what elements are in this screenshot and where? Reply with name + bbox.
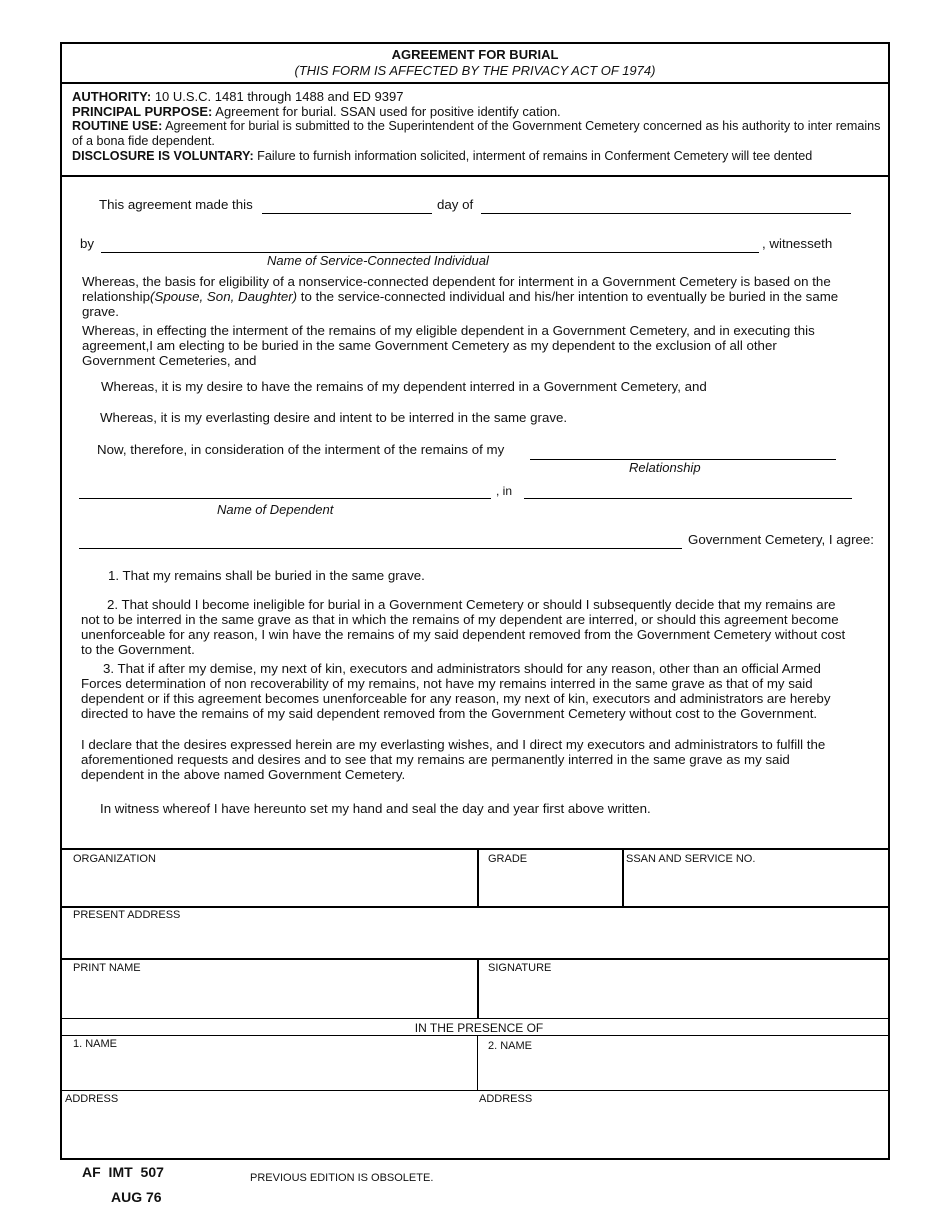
witness-1-name-label: 1. NAME [73, 1038, 118, 1050]
org-grade-divider [477, 848, 479, 907]
made-this-label: This agreement made this [99, 197, 253, 212]
whereas-desire: Whereas, it is my desire to have the remains of my dependent interred in a Government Cemetery, and [101, 379, 707, 394]
whereas-eligibility [82, 274, 852, 319]
organization-label: ORGANIZATION [73, 853, 156, 865]
ssan-label: SSAN AND SERVICE NO. [626, 853, 756, 865]
grade-label: GRADE [488, 853, 528, 865]
witness-2-address-label: ADDRESS [479, 1093, 533, 1105]
witness-names-top-rule [60, 1035, 890, 1036]
witness-names-divider [477, 1035, 478, 1090]
cemetery-name-field[interactable] [79, 548, 682, 549]
in-presence-of-label: IN THE PRESENCE OF [414, 1021, 544, 1035]
authority-text: 10 U.S.C. 1481 through 1488 and ED 9397 [151, 89, 404, 104]
privacy-statement [72, 89, 882, 164]
name-dependent-caption: Name of Dependent [217, 502, 334, 517]
disclosure-label: DISCLOSURE IS VOLUNTARY: [72, 149, 254, 163]
form-title: AGREEMENT FOR BURIAL [391, 47, 559, 62]
print-name-label: PRINT NAME [73, 962, 141, 974]
by-label: by [80, 236, 95, 251]
item-2: 2. That should I become ineligible for burial in a Government Cemetery or should I subsequently decide that my remains are not to be interred in the same grave as that in which the remains of my dependent are interred, or should this agreement become unenforceable for any reason, I win have the remains of my said dependent removed from the Government Cemetery without cost to the Government. [81, 597, 846, 657]
address-top-rule [60, 906, 890, 908]
form-number: AF IMT 507 [82, 1164, 164, 1180]
whereas1-text-a: Whereas, the basis for eligibility of a nonservice-connected dependent for interment in a Government Cemetery is based on the relationship [82, 274, 831, 304]
gov-cemetery-agree-label: Government Cemetery, I agree: [688, 532, 874, 547]
obsolete-notice: PREVIOUS EDITION IS OBSOLETE. [250, 1172, 434, 1184]
now-therefore-text: Now, therefore, in consideration of the interment of the remains of my [97, 442, 505, 457]
name-top-rule [60, 958, 890, 960]
table-top-rule [60, 848, 890, 850]
witness-statement: In witness whereof I have hereunto set my hand and seal the day and year first above written. [100, 801, 651, 816]
item-1: 1. That my remains shall be buried in the same grave. [108, 568, 425, 583]
cemetery-location-field[interactable] [524, 498, 852, 499]
witness-1-address-label: ADDRESS [65, 1093, 119, 1105]
dependent-name-field[interactable] [79, 498, 491, 499]
name-signature-divider [477, 958, 479, 1018]
whereas-intent: Whereas, it is my everlasting desire and intent to be interred in the same grave. [100, 410, 568, 425]
signature-label: SIGNATURE [488, 962, 552, 974]
whereas1-text-b: to the service-connected individual and his/her intention to eventually be buried in the same grave. [82, 289, 839, 319]
form-date: AUG 76 [111, 1189, 162, 1205]
presence-top-rule [60, 1018, 890, 1019]
day-of-label: day of [437, 197, 474, 212]
authority-label: AUTHORITY: [72, 89, 152, 104]
declaration: I declare that the desires expressed herein are my everlasting wishes, and I direct my executors and administrators to fulfill the aforementioned requests and desires and to see that my remains are permanently interred in the same grave as my said dependent in the above named Government Cemetery. [81, 737, 826, 782]
purpose-text: Agreement for burial. SSAN used for positive identify cation. [212, 104, 561, 119]
witness-address-top-rule [60, 1090, 890, 1091]
grade-ssan-divider [622, 848, 624, 907]
whereas-election: Whereas, in effecting the interment of the remains of my eligible dependent in a Government Cemetery, and in executing this agreement,I am electing to be buried in the same Government Cemetery as my dependent to the exclusion of all other Government Cemeteries, and [82, 323, 815, 368]
in-label: , in [496, 484, 513, 498]
witness-2-name-label: 2. NAME [488, 1040, 533, 1052]
header-divider [60, 82, 890, 84]
form-subtitle: (THIS FORM IS AFFECTED BY THE PRIVACY ACT OF 1974) [294, 63, 656, 78]
item-3: 3. That if after my demise, my next of kin, executors and administrators should for any reason, other than an official Armed Forces determination of non recoverability of my remains, not have my remains interred in the same grave as that of my said dependent or if this agreement becomes unenforceable for any reason, my next of kin, executors and administrators are hereby directed to have the remains of my said dependent removed from the Government Cemetery without cost to the Government. [81, 661, 831, 721]
purpose-label: PRINCIPAL PURPOSE: [72, 104, 213, 119]
relationship-caption: Relationship [629, 460, 701, 475]
disclosure-text: Failure to furnish information solicited, interment of remains in Conferment Cemetery will tee dented [253, 149, 813, 163]
name-service-individual-caption: Name of Service-Connected Individual [267, 253, 489, 268]
routine-label: ROUTINE USE: [72, 119, 163, 133]
witnesseth-label: , witnesseth [762, 236, 833, 251]
month-year-field[interactable] [481, 213, 851, 214]
privacy-divider [60, 175, 890, 177]
present-address-label: PRESENT ADDRESS [73, 909, 181, 921]
routine-text: Agreement for burial is submitted to the Superintendent of the Government Cemetery concerned as his authority to inter remains of a bona fide dependent. [72, 119, 881, 148]
date-day-field[interactable] [262, 213, 432, 214]
whereas1-relationships: (Spouse, Son, Daughter) [150, 289, 298, 304]
